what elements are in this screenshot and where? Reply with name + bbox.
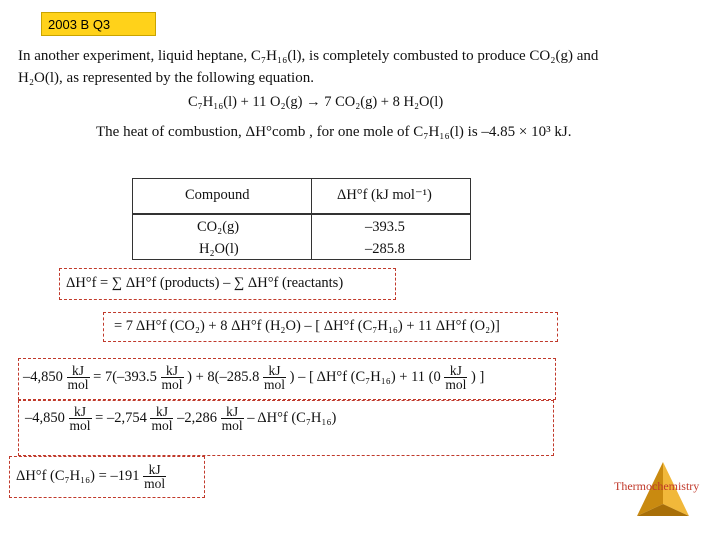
step1-box xyxy=(59,268,396,300)
footer-label: Thermochemistry xyxy=(614,479,700,493)
unit-fraction: $\frac{kJ}{\text{mol}}$ xyxy=(144,462,166,491)
step3-co2-term: = 7(–393.5 xyxy=(93,368,157,385)
table-row-value: –393.5 xyxy=(365,219,405,235)
table-header-dhf: ΔH°f (kJ mol⁻¹) xyxy=(337,187,432,203)
problem-line-2: H₂O(l), as represented by the following equation. xyxy=(18,70,314,86)
unit-fraction: $\frac{kJ}{\text{mol}}$ xyxy=(151,404,173,433)
heat-of-combustion-text: The heat of combustion, ΔH°comb , for one mole of C₇H₁₆(l) is –4.85 × 10³ kJ. xyxy=(96,124,572,140)
enthalpy-table xyxy=(132,178,471,260)
slide-tag: 2003 B Q3 xyxy=(41,12,156,36)
table-header-compound: Compound xyxy=(185,187,250,203)
problem-line-1: In another experiment, liquid heptane, C₇H₁₆(l), is completely combusted to produce CO₂(g) and xyxy=(18,48,599,64)
table-row-compound: H₂O(l) xyxy=(199,241,239,257)
table-row-value: –285.8 xyxy=(365,241,405,257)
step2-formula: = 7 ΔH°f (CO₂) + 8 ΔH°f (H₂O) – [ ΔH°f (C₇H₁₆) + 11 ΔH°f (O₂)] xyxy=(114,318,500,334)
step4-lhs: –4,850 xyxy=(25,409,65,426)
result-box xyxy=(9,456,205,498)
step4-co2-value: = –2,754 xyxy=(95,409,147,426)
result-formula: ΔH°f (C₇H₁₆) = –191 xyxy=(16,467,140,484)
step1-formula: ΔH°f = ∑ ΔH°f (products) – ∑ ΔH°f (reactants) xyxy=(66,275,344,291)
unit-fraction: $\frac{kJ}{\text{mol}}$ xyxy=(264,363,286,392)
step4-box xyxy=(18,400,554,456)
step4-heptane-term: – ΔH°f (C₇H₁₆) xyxy=(247,409,337,426)
table-row-compound: CO₂(g) xyxy=(197,219,240,235)
step2-box xyxy=(103,312,558,342)
unit-fraction: $\frac{kJ}{\text{mol}}$ xyxy=(161,363,183,392)
step3-box xyxy=(18,358,556,400)
step3-lhs: –4,850 xyxy=(23,368,63,385)
step3-close: ) ] xyxy=(471,368,485,385)
step3-reactant-term: ) – [ ΔH°f (C₇H₁₆) + 11 (0 xyxy=(289,368,441,385)
unit-fraction: $\frac{kJ}{\text{mol}}$ xyxy=(67,363,89,392)
step4-h2o-value: –2,286 xyxy=(177,409,217,426)
reaction-equation: C₇H₁₆(l) + 11 O₂(g) → 7 CO₂(g) + 8 H₂O(l) xyxy=(188,94,444,110)
step3-h2o-term: ) + 8(–285.8 xyxy=(187,368,260,385)
unit-fraction: $\frac{kJ}{\text{mol}}$ xyxy=(445,363,467,392)
unit-fraction: $\frac{kJ}{\text{mol}}$ xyxy=(221,404,243,433)
unit-fraction: $\frac{kJ}{\text{mol}}$ xyxy=(69,404,91,433)
